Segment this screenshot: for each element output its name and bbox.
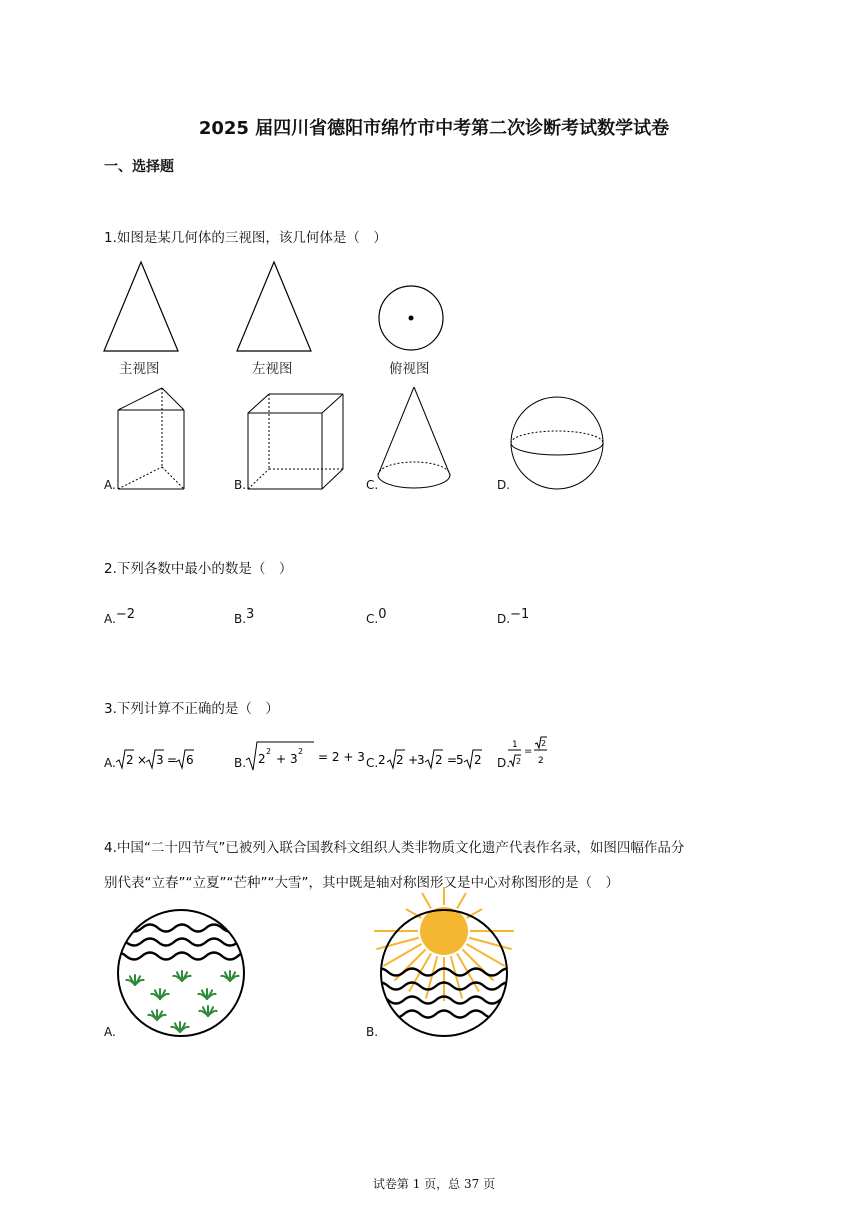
q3-d-rhs-numerator: 2 <box>541 739 547 748</box>
grass-tuft <box>221 971 238 981</box>
q2-option-b-value: 3 <box>246 607 255 622</box>
q3-option-c[interactable]: C. <box>366 756 379 770</box>
q4-option-a[interactable]: A. <box>104 1025 116 1039</box>
q3-c-radicand-2: 2 <box>435 753 443 767</box>
q2-option-a-value: −2 <box>115 607 135 622</box>
q1-option-d[interactable]: D. <box>497 478 511 492</box>
grass-tuft <box>198 989 215 999</box>
q3-b-rhs: = 2 + 3 <box>318 750 365 764</box>
sun-ray <box>426 956 437 999</box>
q3-c-radicand-1: 2 <box>396 753 404 767</box>
q3-b-exp-2: 2 <box>298 747 304 756</box>
q1-option-c[interactable]: C. <box>366 478 379 492</box>
q2-option-c-label: C. <box>366 612 379 626</box>
q3-b-base-1: 2 <box>258 752 266 766</box>
sun-ray <box>467 944 505 966</box>
grass-tuft <box>126 975 143 985</box>
page-footer: 试卷第 1 页，总 37 页 <box>372 1177 496 1191</box>
question-1-text: 1.如图是某几何体的三视图，该几何体是（ ） <box>104 230 387 246</box>
q1-option-b[interactable]: B. <box>234 478 247 492</box>
page-title: 2025 届四川省德阳市绵竹市中考第二次诊断考试数学试卷 <box>198 118 670 139</box>
q3-option-d[interactable]: D. <box>497 756 511 770</box>
q2-option-c-value: 0 <box>378 607 387 622</box>
caption-side-view: 左视图 <box>252 361 293 377</box>
question-4-line-2: 别代表“立春”“立夏”“芒种”“大雪”，其中既是轴对称图形又是中心对称图形的是（ ） <box>104 875 619 891</box>
sun-ray <box>451 956 462 999</box>
q3-option-a[interactable]: A. <box>104 756 116 770</box>
q3-c-radicand-3: 2 <box>474 753 482 767</box>
question-4-line-1: 4.中国“二十四节气”已被列入联合国教科文组织人类非物质文化遗产代表作名录，如图四幅作品分 <box>104 840 685 856</box>
q3-c-coef-2: 3 <box>417 753 425 767</box>
grass-tuft <box>199 1006 216 1016</box>
q3-a-radicand-2: 3 <box>156 753 164 767</box>
q2-option-d-value: −1 <box>510 607 530 622</box>
q2-option-b-label: B. <box>234 612 247 626</box>
q3-a-op-2: = <box>167 753 178 767</box>
grass-tuft <box>148 1010 165 1020</box>
question-2-text: 2.下列各数中最小的数是（ ） <box>104 561 293 577</box>
q1-option-a[interactable]: A. <box>104 478 116 492</box>
q3-b-base-2: 3 <box>290 752 298 766</box>
grass-tuft <box>151 989 168 999</box>
sun-ray <box>383 944 421 966</box>
sun-ray <box>469 938 512 949</box>
caption-top-view: 俯视图 <box>389 361 430 377</box>
q3-c-coef-1: 2 <box>378 753 386 767</box>
sun-ray <box>457 893 466 909</box>
q3-a-op-1: × <box>137 753 148 767</box>
caption-front-view: 主视图 <box>119 361 160 377</box>
grass-tuft <box>173 971 190 981</box>
question-3-text: 3.下列计算不正确的是（ ） <box>104 701 279 717</box>
section-heading: 一、选择题 <box>104 159 174 175</box>
q2-option-d-label: D. <box>497 612 511 626</box>
q3-d-denominator: 2 <box>516 757 522 766</box>
q3-a-radicand-1: 2 <box>126 753 134 767</box>
q3-a-radicand-3: 6 <box>186 753 194 767</box>
q3-b-exp-1: 2 <box>266 747 272 756</box>
sun-ray <box>422 893 431 909</box>
q3-d-equals: = <box>524 746 533 757</box>
q3-d-numerator: 1 <box>512 740 518 750</box>
q3-c-plus: + <box>408 753 419 767</box>
q3-c-coef-3: 5 <box>456 753 464 767</box>
sun-disc <box>420 907 468 955</box>
q2-option-a-label: A. <box>104 612 116 626</box>
q3-b-plus: + <box>276 752 287 766</box>
q4-option-b[interactable]: B. <box>366 1025 379 1039</box>
q3-d-rhs-denominator: 2 <box>538 756 544 766</box>
sun-ray <box>376 938 419 949</box>
q3-c-eq: = <box>447 753 458 767</box>
q3-option-b[interactable]: B. <box>234 756 247 770</box>
grass-tuft <box>171 1022 188 1032</box>
